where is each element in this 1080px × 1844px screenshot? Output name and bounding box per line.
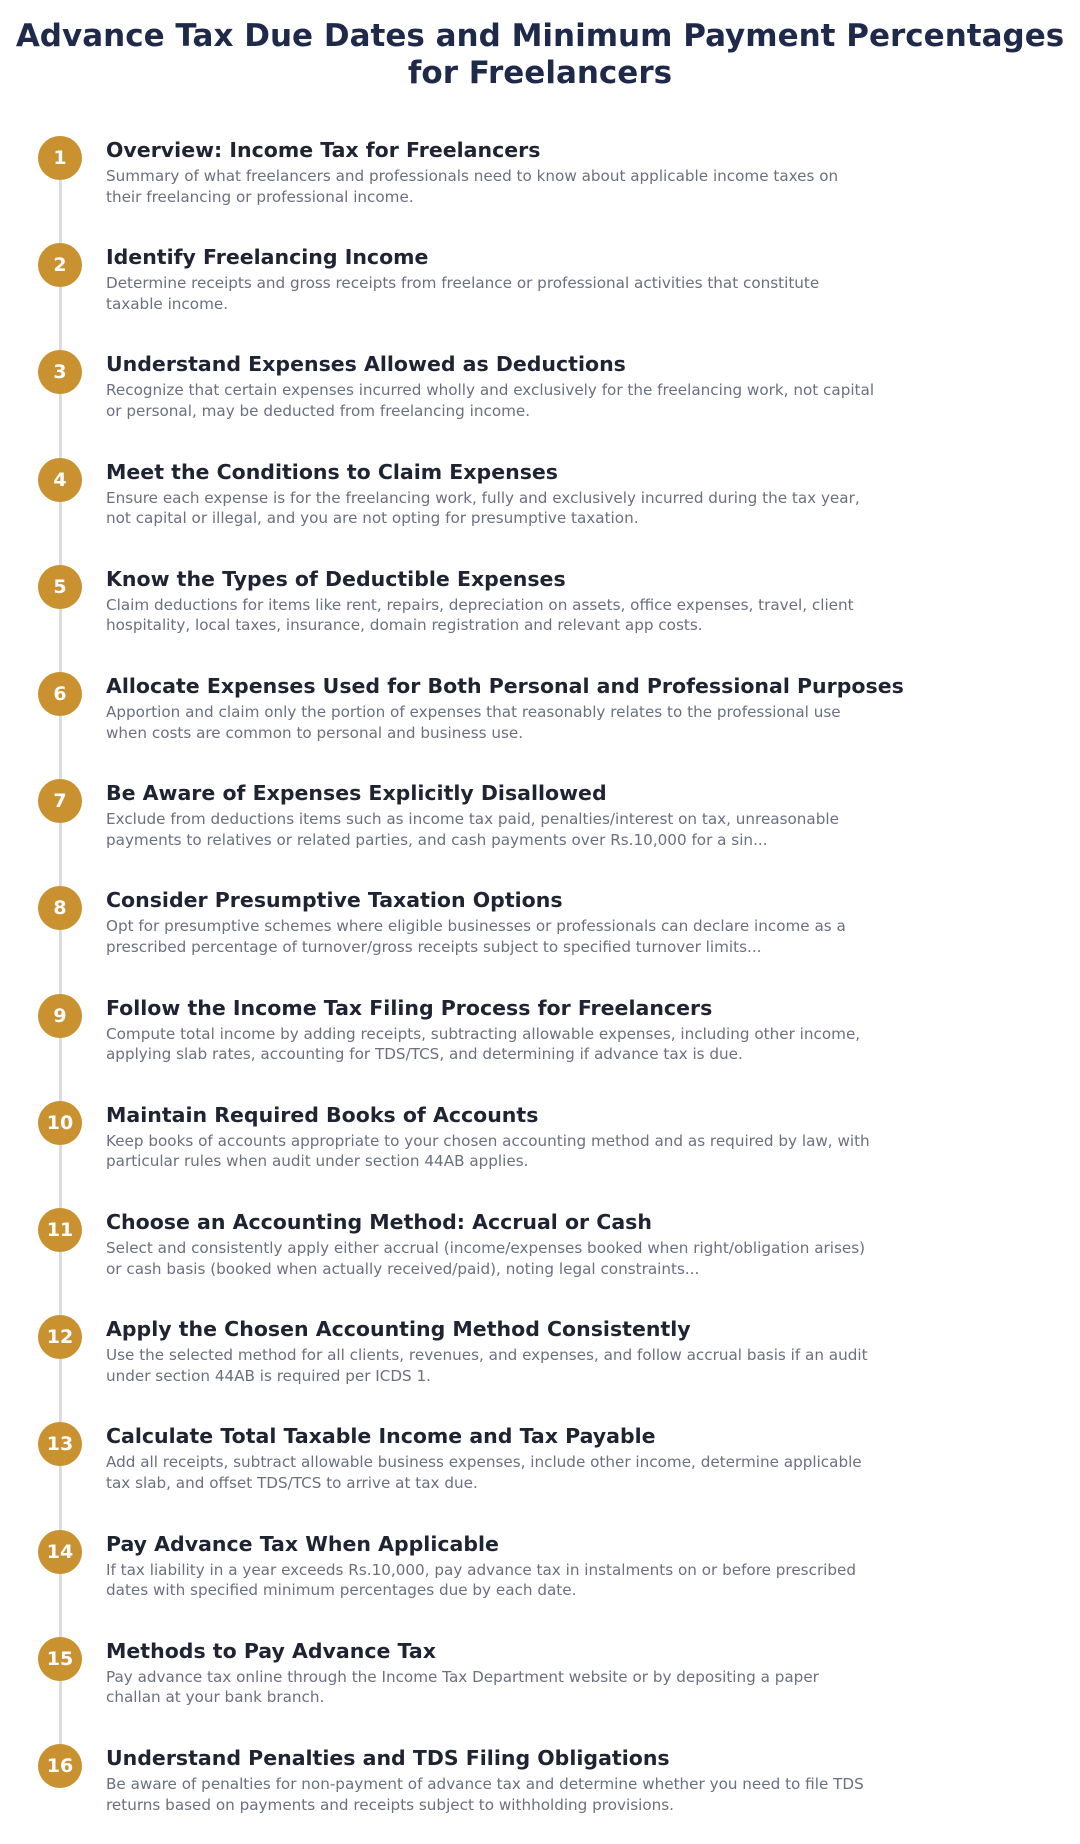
step-description: Exclude from deductions items such as income tax paid, penalties/interest on tax, unreasonable payments to relatives or related parties, and cash payments over Rs.10,000 for a sin...	[106, 810, 839, 849]
step-title: Know the Types of Deductible Expenses	[106, 566, 566, 591]
step-title: Pay Advance Tax When Applicable	[106, 1531, 499, 1556]
step-title: Overview: Income Tax for Freelancers	[106, 138, 541, 162]
timeline-step	[0, 1637, 1080, 1737]
timeline-step	[0, 1530, 1080, 1630]
step-description: Compute total income by adding receipts, subtracting allowable expenses, including other income, applying slab rates, accounting for TDS/TCS, and determining if advance tax is due.	[106, 1024, 861, 1064]
step-description: Opt for presumptive schemes where eligible businesses or professionals can declare income as a prescribed percentage of turnover/gross receipts subject to specified turnover limits...	[106, 917, 846, 956]
step-description: Keep books of accounts appropriate to your chosen accounting method and as required by law, with particular rules when audit under section 44AB applies.	[106, 1131, 870, 1171]
timeline-step	[0, 243, 1080, 343]
timeline-step	[0, 350, 1080, 450]
step-number-badge: 6	[38, 672, 82, 716]
timeline-step	[0, 136, 1080, 236]
step-title: Choose an Accounting Method: Accrual or Cash	[106, 1210, 652, 1234]
step-title: Maintain Required Books of Accounts	[106, 1102, 539, 1127]
step-number-badge: 13	[38, 1422, 82, 1466]
step-number-badge: 14	[38, 1530, 82, 1574]
step-title: Methods to Pay Advance Tax	[106, 1638, 436, 1663]
step-title: Understand Penalties and TDS Filing Obligations	[106, 1746, 670, 1770]
timeline-step	[0, 672, 1080, 772]
step-title: Be Aware of Expenses Explicitly Disallowed	[106, 781, 607, 806]
step-number-badge: 11	[38, 1208, 82, 1252]
timeline-step	[0, 1315, 1080, 1415]
step-description: Apportion and claim only the portion of expenses that reasonably relates to the professional use when costs are common to personal and business use.	[106, 703, 841, 742]
step-number-badge: 15	[38, 1637, 82, 1681]
step-number-badge: 12	[38, 1315, 82, 1359]
step-title: Understand Expenses Allowed as Deductions	[106, 352, 626, 377]
step-number-badge: 3	[38, 350, 82, 394]
step-number-badge: 16	[38, 1744, 82, 1788]
step-description: Add all receipts, subtract allowable business expenses, include other income, determine applicable tax slab, and offset TDS/TCS to arrive at tax due.	[106, 1453, 862, 1492]
step-number-badge: 7	[38, 779, 82, 823]
step-description: Be aware of penalties for non-payment of advance tax and determine whether you need to file TDS returns based on payments and receipts subject to withholding provisions.	[106, 1775, 864, 1814]
timeline-step	[0, 994, 1080, 1094]
step-description: Determine receipts and gross receipts from freelance or professional activities that constitute taxable income.	[106, 274, 820, 313]
step-number-badge: 4	[38, 458, 82, 502]
step-title: Calculate Total Taxable Income and Tax Payable	[106, 1424, 656, 1449]
step-number-badge: 8	[38, 886, 82, 930]
step-title: Identify Freelancing Income	[106, 245, 429, 270]
timeline-step	[0, 458, 1080, 558]
step-number-badge: 9	[38, 994, 82, 1038]
step-description: Recognize that certain expenses incurred wholly and exclusively for the freelancing work, not capital or personal, may be deducted from freelancing income.	[106, 381, 875, 420]
step-number-badge: 2	[38, 243, 82, 287]
timeline-step	[0, 886, 1080, 986]
step-number-badge: 10	[38, 1101, 82, 1145]
page-title: Advance Tax Due Dates and Minimum Payment Percentages for Freelancers	[15, 18, 1065, 91]
step-description: If tax liability in a year exceeds Rs.10,000, pay advance tax in instalments on or before prescribed dates with specified minimum percentages due by each date.	[106, 1560, 857, 1600]
timeline-step	[0, 1422, 1080, 1522]
step-description: Summary of what freelancers and professionals need to know about applicable income taxes on their freelancing or professional income.	[106, 167, 839, 206]
step-title: Consider Presumptive Taxation Options	[106, 888, 563, 913]
step-title: Meet the Conditions to Claim Expenses	[106, 459, 559, 484]
step-description: Select and consistently apply either accrual (income/expenses booked when right/obligation arises) or cash basis (booked when actually received/paid), noting legal constraints...	[106, 1239, 866, 1278]
timeline-step	[0, 565, 1080, 665]
step-title: Apply the Chosen Accounting Method Consistently	[106, 1317, 691, 1342]
timeline-step	[0, 1208, 1080, 1308]
step-description: Claim deductions for items like rent, repairs, depreciation on assets, office expenses, travel, client hospitality, local taxes, insurance, domain registration and relevant app costs.	[106, 595, 854, 635]
step-number-badge: 5	[38, 565, 82, 609]
step-number-badge: 1	[38, 136, 82, 180]
step-description: Ensure each expense is for the freelancing work, fully and exclusively incurred during the tax year, not capital or illegal, and you are not opting for presumptive taxation.	[106, 488, 860, 528]
step-title: Follow the Income Tax Filing Process for Freelancers	[106, 995, 713, 1020]
step-title: Allocate Expenses Used for Both Personal and Professional Purposes	[106, 674, 904, 698]
step-description: Use the selected method for all clients, revenues, and expenses, and follow accrual basis if an audit under section 44AB is required per ICDS 1.	[106, 1346, 868, 1385]
timeline-step	[0, 1744, 1080, 1844]
step-description: Pay advance tax online through the Income Tax Department website or by depositing a paper challan at your bank branch.	[106, 1667, 819, 1707]
timeline-step	[0, 779, 1080, 879]
timeline-step	[0, 1101, 1080, 1201]
